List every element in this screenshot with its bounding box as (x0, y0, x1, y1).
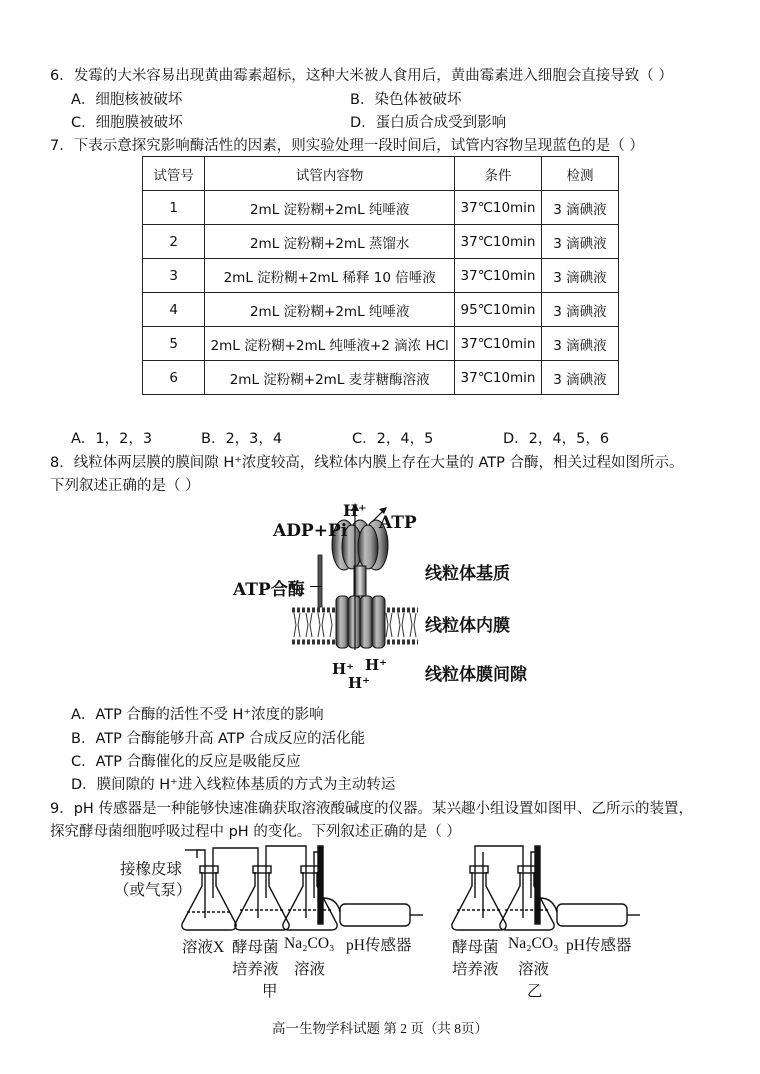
table-header: 检测 (541, 157, 618, 191)
q6-option-a: A．细胞核被破坏 (71, 92, 183, 108)
yeast-label-b-line1: 酵母菌 (452, 939, 499, 956)
tube (266, 846, 306, 858)
ph-sensor-box-b (557, 904, 627, 926)
q6-option-b: B．染色体被破坏 (350, 92, 462, 108)
page-footer: 高一生物学科试题 第 2 页（共 8页） (272, 1021, 488, 1036)
tube (197, 850, 205, 858)
na2co3-label-b-line2: 溶液 (518, 961, 550, 978)
table-cell: 2mL 淀粉糊+2mL 纯唾液 (205, 293, 455, 327)
table-cell: 3 滴碘液 (541, 361, 618, 395)
synthase-stalk (354, 566, 366, 596)
q6-option-c: C．细胞膜被破坏 (71, 115, 183, 131)
table-cell: 3 (143, 259, 205, 293)
table-cell: 3 滴碘液 (541, 327, 618, 361)
q7-stem: 7．下表示意探究影响酶活性的因素，则实验处理一段时间后，试管内容物呈现蓝色的是（ ） (50, 138, 644, 154)
q7-option-c: C．2，4，5 (352, 431, 434, 447)
experiment-table (142, 156, 619, 395)
q8-option-b: B．ATP 合酶能够升高 ATP 合成反应的活化能 (71, 731, 366, 747)
synthase-side-arm (318, 555, 322, 607)
na2co3-label-a-line2: 溶液 (294, 961, 326, 978)
yeast-label-b-line2: 培养液 (452, 961, 499, 978)
table-cell: 1 (143, 191, 205, 225)
yeast-label-a-line1: 酵母菌 (232, 939, 279, 956)
table-cell: 2mL 淀粉糊+2mL 麦芽糖酶溶液 (205, 361, 455, 395)
flask-yeast-culture-b (452, 852, 506, 930)
q8-option-c: C．ATP 合酶催化的反应是吸能反应 (71, 754, 301, 770)
h-ion-label: H⁺ (348, 674, 371, 692)
yeast-label-a-line2: 培养液 (232, 961, 279, 978)
q7-option-a: A．1，2，3 (71, 431, 153, 447)
q8-option-d: D．膜间隙的 H⁺进入线粒体基质的方式为主动转运 (71, 777, 396, 793)
table-header: 试管号 (143, 157, 205, 191)
table-header: 条件 (455, 157, 542, 191)
table-cell: 3 滴碘液 (541, 191, 618, 225)
table-cell: 2mL 淀粉糊+2mL 蒸馏水 (205, 225, 455, 259)
ph-sensor-label-a: pH传感器 (346, 937, 412, 954)
figure-yi-label: 乙 (527, 983, 543, 1000)
flask-na2co3-b (500, 846, 554, 930)
flask-na2co3-a (283, 846, 337, 930)
ph-sensor-box-a (340, 904, 410, 926)
table-cell: 37℃10min (455, 259, 542, 293)
table-cell: 4 (143, 293, 205, 327)
table-cell: 37℃10min (455, 191, 542, 225)
pump-label-line2: （或气泵） (114, 882, 192, 899)
table-cell: 37℃10min (455, 361, 542, 395)
table-row (143, 259, 619, 293)
q8-stem-line2: 下列叙述正确的是（ ） (50, 478, 200, 494)
table-cell: 2mL 淀粉糊+2mL 稀释 10 倍唾液 (205, 259, 455, 293)
adp-pi-label: ADP+Pi (273, 521, 348, 541)
table-cell: 2mL 淀粉糊+2mL 纯唾液+2 滴浓 HCl (205, 327, 455, 361)
table-cell: 95℃10min (455, 293, 542, 327)
synthase-leader-line (310, 586, 322, 587)
table-header-row (143, 157, 619, 191)
table-header: 试管内容物 (205, 157, 455, 191)
q7-option-d: D．2，4，5，6 (503, 431, 610, 447)
q6-stem: 6．发霉的大米容易出现黄曲霉素超标，这种大米被人食用后，黄曲霉素进入细胞会直接导致（ ） (50, 68, 673, 84)
table-cell: 5 (143, 327, 205, 361)
table-row (143, 191, 619, 225)
table-cell: 2 (143, 225, 205, 259)
table-row (143, 361, 619, 395)
table-cell: 3 滴碘液 (541, 259, 618, 293)
q7-option-b: B．2，3，4 (201, 431, 283, 447)
solution-x-label: 溶液X (182, 939, 225, 956)
na2co3-label-b-line1: Na₂CO₃ (508, 935, 559, 952)
q9-stem-line1: 9．pH 传感器是一种能够快速准确获取溶液酸碱度的仪器。某兴趣小组设置如图甲、乙所示的装置， (50, 801, 693, 817)
q8-stem-line1: 8．线粒体两层膜的膜间隙 H⁺浓度较高，线粒体内膜上存在大量的 ATP 合酶，相关过程如图所示。 (50, 455, 684, 471)
table-cell: 6 (143, 361, 205, 395)
q9-stem-line2: 探究酵母菌细胞呼吸过程中 pH 的变化。下列叙述正确的是（ ） (50, 824, 461, 840)
h-ion-label: H⁺ (365, 656, 388, 674)
pump-label-line1: 接橡皮球 (120, 861, 183, 878)
table-row (143, 225, 619, 259)
atp-label: ATP (379, 513, 417, 533)
ph-sensor-label-b: pH传感器 (566, 937, 632, 954)
table-cell: 37℃10min (455, 327, 542, 361)
table-cell: 3 滴碘液 (541, 293, 618, 327)
na2co3-label-a-line1: Na₂CO₃ (284, 935, 335, 952)
apparatus-diagram (175, 838, 645, 938)
tube (213, 848, 258, 858)
table-row (143, 293, 619, 327)
matrix-label: 线粒体基质 (425, 564, 510, 584)
figure-jia-label: 甲 (262, 983, 278, 1000)
table-cell: 37℃10min (455, 225, 542, 259)
inner-membrane-label: 线粒体内膜 (425, 616, 510, 636)
synthase-membrane-part (336, 596, 385, 648)
q8-option-a: A．ATP 合酶的活性不受 H⁺浓度的影响 (71, 707, 324, 723)
table-row (143, 327, 619, 361)
h-ion-label: H⁺ (332, 660, 355, 678)
table-cell: 3 滴碘液 (541, 225, 618, 259)
table-cell: 2mL 淀粉糊+2mL 纯唾液 (205, 191, 455, 225)
flask-yeast-culture-a (235, 852, 289, 930)
intermembrane-label: 线粒体膜间隙 (425, 665, 527, 685)
q6-option-d: D．蛋白质合成受到影响 (350, 115, 507, 131)
tube (475, 846, 523, 858)
atp-synthase-label: ATP合酶 (233, 580, 305, 600)
h-top-label: H⁺ (343, 501, 367, 520)
